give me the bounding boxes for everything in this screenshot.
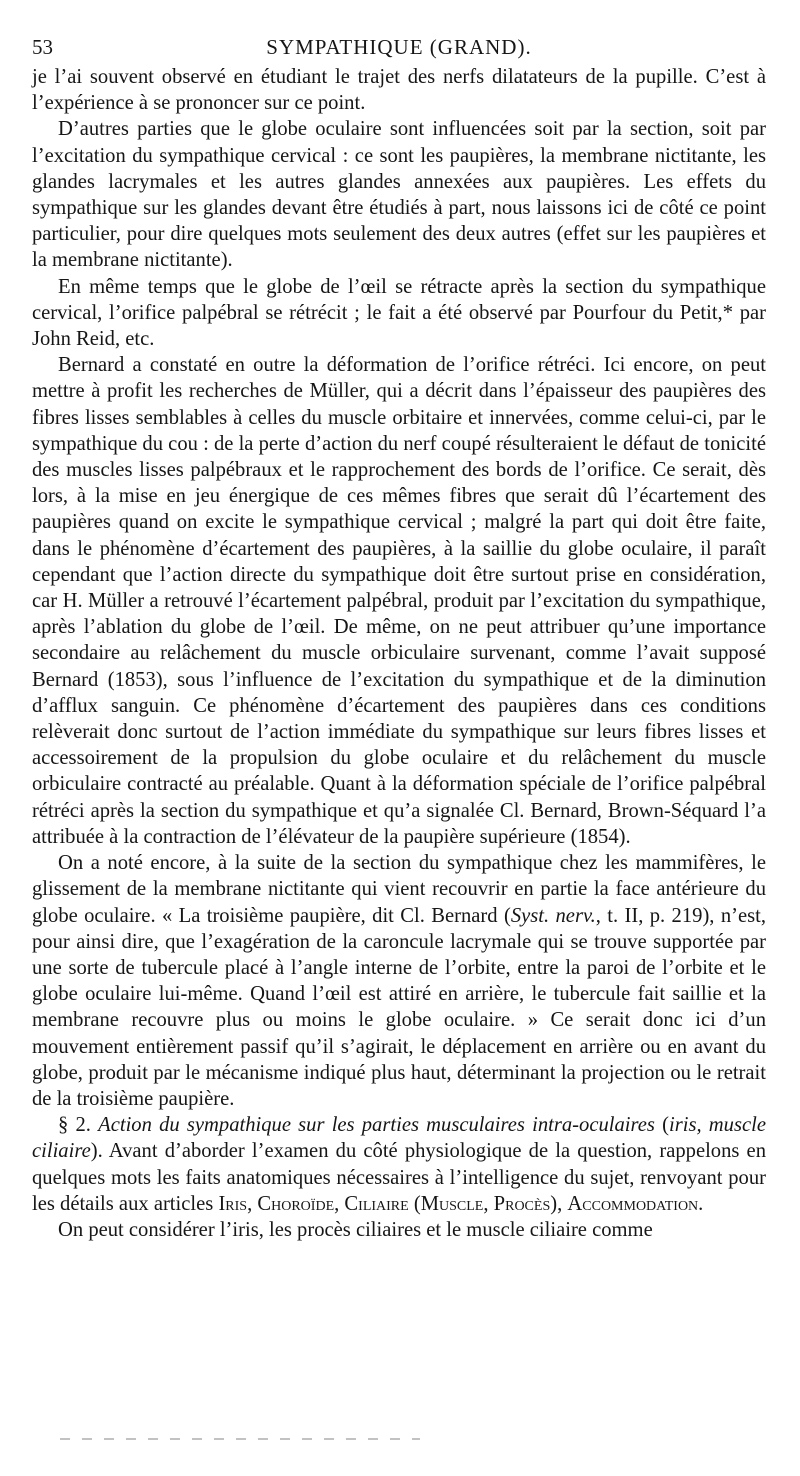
paragraph-palpebral-orifice: En même temps que le globe de l’œil se rétracte après la section du sympathique cervical, l’orifice palpébral se rétrécit ; le fait a été observé par Pourfour du Petit,* par John Reid, etc.: [32, 275, 766, 351]
footer-print-marks: [60, 1438, 420, 1440]
section-heading-sub: iris, muscle ciliaire: [32, 1114, 766, 1163]
running-head: [32, 30, 766, 64]
paragraph-continuation: je l’ai souvent observé en étudiant le trajet des nerfs dilatateurs de la pupille. C’est à l’expérience à se prononcer sur ce point.: [32, 66, 766, 115]
article-reference: Ciliaire (Muscle, Procès): [344, 1192, 558, 1215]
page-number: 53: [32, 35, 53, 59]
reference-italic: Syst. nerv.: [510, 904, 596, 927]
section-heading-paren: ).: [90, 1140, 103, 1163]
section-text: Avant d’aborder l’examen du côté physiologique de la question, rappelons en quelques mots les faits anatomiques nécessaires à l’intelligence du sujet, renvoyant pour les détails aux articles: [32, 1140, 766, 1215]
reference-separator: ,: [557, 1192, 568, 1215]
running-title: SYMPATHIQUE (GRAND).: [266, 35, 532, 59]
reference-separator: .: [698, 1192, 704, 1215]
page: [32, 30, 766, 1243]
paragraph-text-part: , t. II, p. 219), n’est, pour ainsi dire, que l’exagération de la caroncule lacrymale qui se trouve supportée par une sorte de tubercule placé à l’angle interne de l’orbite, entre la paroi de l’orbite et le globe oculaire lui-même. Quand l’œil est attiré en arrière, le tubercule fait saillie et la membrane recouvre plus ou moins le globe oculaire. » Ce serait donc ici d’un mouvement entièrement passif qu’il s’agirait, le déplacement en arrière ou en avant du globe, produit par le mécanisme indiqué plus haut, déterminant la projection ou le retrait de la troisième paupière.: [32, 904, 767, 1110]
paragraph-nictitating-membrane: [32, 850, 766, 1112]
article-reference: Accommodation: [567, 1192, 699, 1215]
paragraph-bernard-deformation: Bernard a constaté en outre la déformation de l’orifice rétréci. Ici encore, on peut mettre à profit les recherches de Müller, qui a décrit dans l’épaisseur des paupières des fibres lisses semblables à celles du muscle orbitaire et innervées, comme celui-ci, par le sympathique du cou : de la perte d’action du nerf coupé résulteraient le défaut de tonicité des muscles lisses palpébraux et le rapprochement des bords de l’orifice. Ce serait, dès lors, à la mise en jeu énergique de ces mêmes fibres que serait dû l’écartement des paupières quand on excite le sympathique cervical ; malgré la part qui doit être faite, dans le phénomène d’écartement des paupières, à la saillie du globe oculaire, il paraît cependant que l’action directe du sympathique doit être surtout prise en considération, car H. Müller a retrouvé l’écartement palpébral, produit par l’excitation du sympathique, après l’ablation du globe de l’œil. De même, on ne peut attribuer qu’une importance secondaire au relâchement du muscle orbiculaire survenant, comme l’avait supposé Bernard (1853), sous l’influence de l’excitation du sympathique et de la diminution d’afflux sanguin. Ce phénomène d’écartement des paupières dans ces conditions relèverait donc surtout de l’action immédiate du sympathique sur leurs fibres lisses et accessoirement de la propulsion du globe oculaire et du relâchement du muscle orbiculaire contracté au préalable. Quant à la déformation spéciale de l’orifice palpébral rétréci après la section du sympathique et qu’a signalée Cl. Bernard, Brown-Séquard l’a attribuée à la contraction de l’élévateur de la paupière supérieure (1854).: [32, 354, 766, 848]
paragraph-iris: On peut considérer l’iris, les procès ciliaires et le muscle ciliaire comme: [58, 1218, 653, 1241]
body-text: [32, 64, 766, 1243]
section-number: § 2.: [58, 1114, 91, 1137]
reference-separator: ,: [247, 1192, 258, 1215]
paragraph-other-parts: D’autres parties que le globe oculaire sont influencées soit par la section, soit par l’excitation du sympathique cervical : ce sont les paupières, la membrane nictitante, les glandes lacrymales et les autres glandes annexées aux paupières. Les effets du sympathique sur les glandes devant être étudiés à part, nous laissons ici de côté ce point particulier, pour dire quelques mots seulement des deux autres (effet sur les paupières et la membrane nictitante).: [32, 118, 766, 272]
reference-separator: ,: [334, 1192, 345, 1215]
section-heading: Action du sympathique sur les parties musculaires intra-oculaires: [98, 1114, 655, 1137]
paragraph-text-part: On a noté encore, à la suite de la section du sympathique chez les mammifères, le glissement de la membrane nictitante qui vient recouvrir en partie la face antérieure du globe oculaire. « La troisième paupière, dit Cl. Bernard (: [32, 852, 766, 927]
article-reference: Iris: [218, 1192, 248, 1215]
section-2-paragraph: [32, 1112, 766, 1217]
article-reference: Choroïde: [257, 1192, 335, 1215]
section-heading-paren: (: [662, 1114, 669, 1137]
